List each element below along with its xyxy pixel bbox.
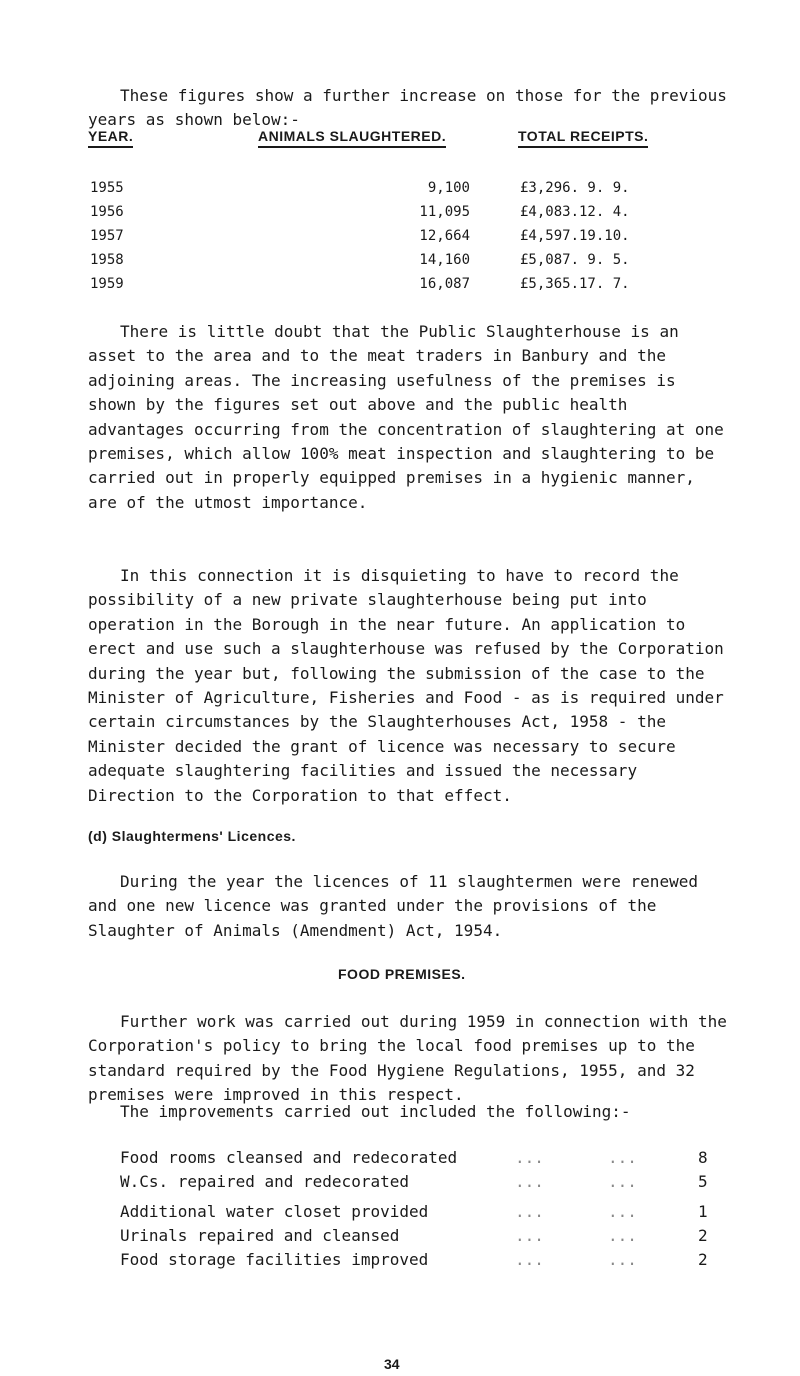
section-heading-food-premises: FOOD PREMISES.: [338, 966, 466, 982]
cell-animals: 14,160: [419, 252, 470, 268]
item-count: 1: [698, 1202, 708, 1221]
paragraph-licences: During the year the licences of 11 slaughtermen were renewed and one new licence was granted under the provisions of the Slaughter of Animals (Amendment) Act, 1954.: [88, 872, 698, 940]
intro-paragraph: These figures show a further increase on those for the previous years as shown below:-: [88, 86, 727, 130]
cell-animals: 11,095: [419, 204, 470, 220]
header-rule: [518, 146, 648, 148]
list-item: [120, 1250, 720, 1274]
header-animals-text: ANIMALS SLAUGHTERED.: [258, 128, 447, 144]
leader-dots: ...: [608, 1202, 637, 1221]
cell-receipts: £3,296. 9. 9.: [520, 180, 630, 196]
header-rule: [88, 146, 133, 148]
cell-year: 1959: [90, 276, 124, 292]
header-year: [88, 128, 133, 148]
leader-dots: ...: [515, 1148, 544, 1167]
leader-dots: ...: [515, 1202, 544, 1221]
cell-animals: 9,100: [427, 180, 470, 196]
header-receipts: [518, 128, 648, 148]
table-row: [0, 276, 800, 300]
leader-dots: ...: [515, 1172, 544, 1191]
item-label: W.Cs. repaired and redecorated: [120, 1172, 409, 1191]
cell-animals: 12,664: [419, 228, 470, 244]
header-receipts-text: TOTAL RECEIPTS.: [518, 128, 649, 144]
table-row: [0, 252, 800, 276]
list-item: [120, 1172, 720, 1196]
table-row: [0, 180, 800, 204]
item-count: 8: [698, 1148, 708, 1167]
paragraph-public-slaughterhouse: There is little doubt that the Public Slaughterhouse is an asset to the area and to the meat traders in Banbury and the adjoining areas. The increasing usefulness of the premises is shown by the figures set out above and the public health advantages occurring from the concentration of slaughtering at one premises, which allow 100% meat inspection and slaughtering to be carried out in properly equipped premises in a hygienic manner, are of the utmost importance.: [88, 322, 724, 512]
list-item: [120, 1148, 720, 1172]
item-count: 2: [698, 1250, 708, 1269]
cell-year: 1956: [90, 204, 124, 220]
paragraph-improvements-intro: The improvements carried out included the following:-: [120, 1102, 631, 1121]
section-heading-licences: (d) Slaughtermens' Licences.: [88, 828, 296, 844]
leader-dots: ...: [608, 1250, 637, 1269]
paragraph-food-premises: Further work was carried out during 1959 in connection with the Corporation's policy to bring the local food premises up to the standard required by the Food Hygiene Regulations, 1955, and 32 premises were improved in this respect.: [88, 1012, 727, 1105]
leader-dots: ...: [608, 1226, 637, 1245]
cell-animals: 16,087: [419, 276, 470, 292]
item-count: 2: [698, 1226, 708, 1245]
cell-year: 1955: [90, 180, 124, 196]
table-row: [0, 228, 800, 252]
leader-dots: ...: [608, 1148, 637, 1167]
leader-dots: ...: [515, 1250, 544, 1269]
list-item: [120, 1202, 720, 1226]
item-label: Food rooms cleansed and redecorated: [120, 1148, 458, 1167]
cell-receipts: £5,365.17. 7.: [520, 276, 630, 292]
cell-receipts: £4,597.19.10.: [520, 228, 630, 244]
leader-dots: ...: [608, 1172, 637, 1191]
header-year-text: YEAR.: [88, 128, 134, 144]
item-count: 5: [698, 1172, 708, 1191]
leader-dots: ...: [515, 1226, 544, 1245]
item-label: Food storage facilities improved: [120, 1250, 429, 1269]
list-item: [120, 1226, 720, 1250]
table-row: [0, 204, 800, 228]
paragraph-private-slaughterhouse: In this connection it is disquieting to have to record the possibility of a new private slaughterhouse being put into operation in the Borough in the near future. An application to erect and use such a slaughterhouse was refused by the Corporation during the year but, following the submission of the case to the Minister of Agriculture, Fisheries and Food - as is required under certain circumstances by the Slaughterhouses Act, 1958 - the Minister decided the grant of licence was necessary to secure adequate slaughtering facilities and issued the necessary Direction to the Corporation to that effect.: [88, 566, 724, 805]
header-rule: [258, 146, 446, 148]
cell-year: 1957: [90, 228, 124, 244]
page-number: 34: [384, 1356, 400, 1372]
cell-year: 1958: [90, 252, 124, 268]
cell-receipts: £5,087. 9. 5.: [520, 252, 630, 268]
header-animals: [258, 128, 446, 148]
item-label: Urinals repaired and cleansed: [120, 1226, 400, 1245]
item-label: Additional water closet provided: [120, 1202, 429, 1221]
cell-receipts: £4,083.12. 4.: [520, 204, 630, 220]
